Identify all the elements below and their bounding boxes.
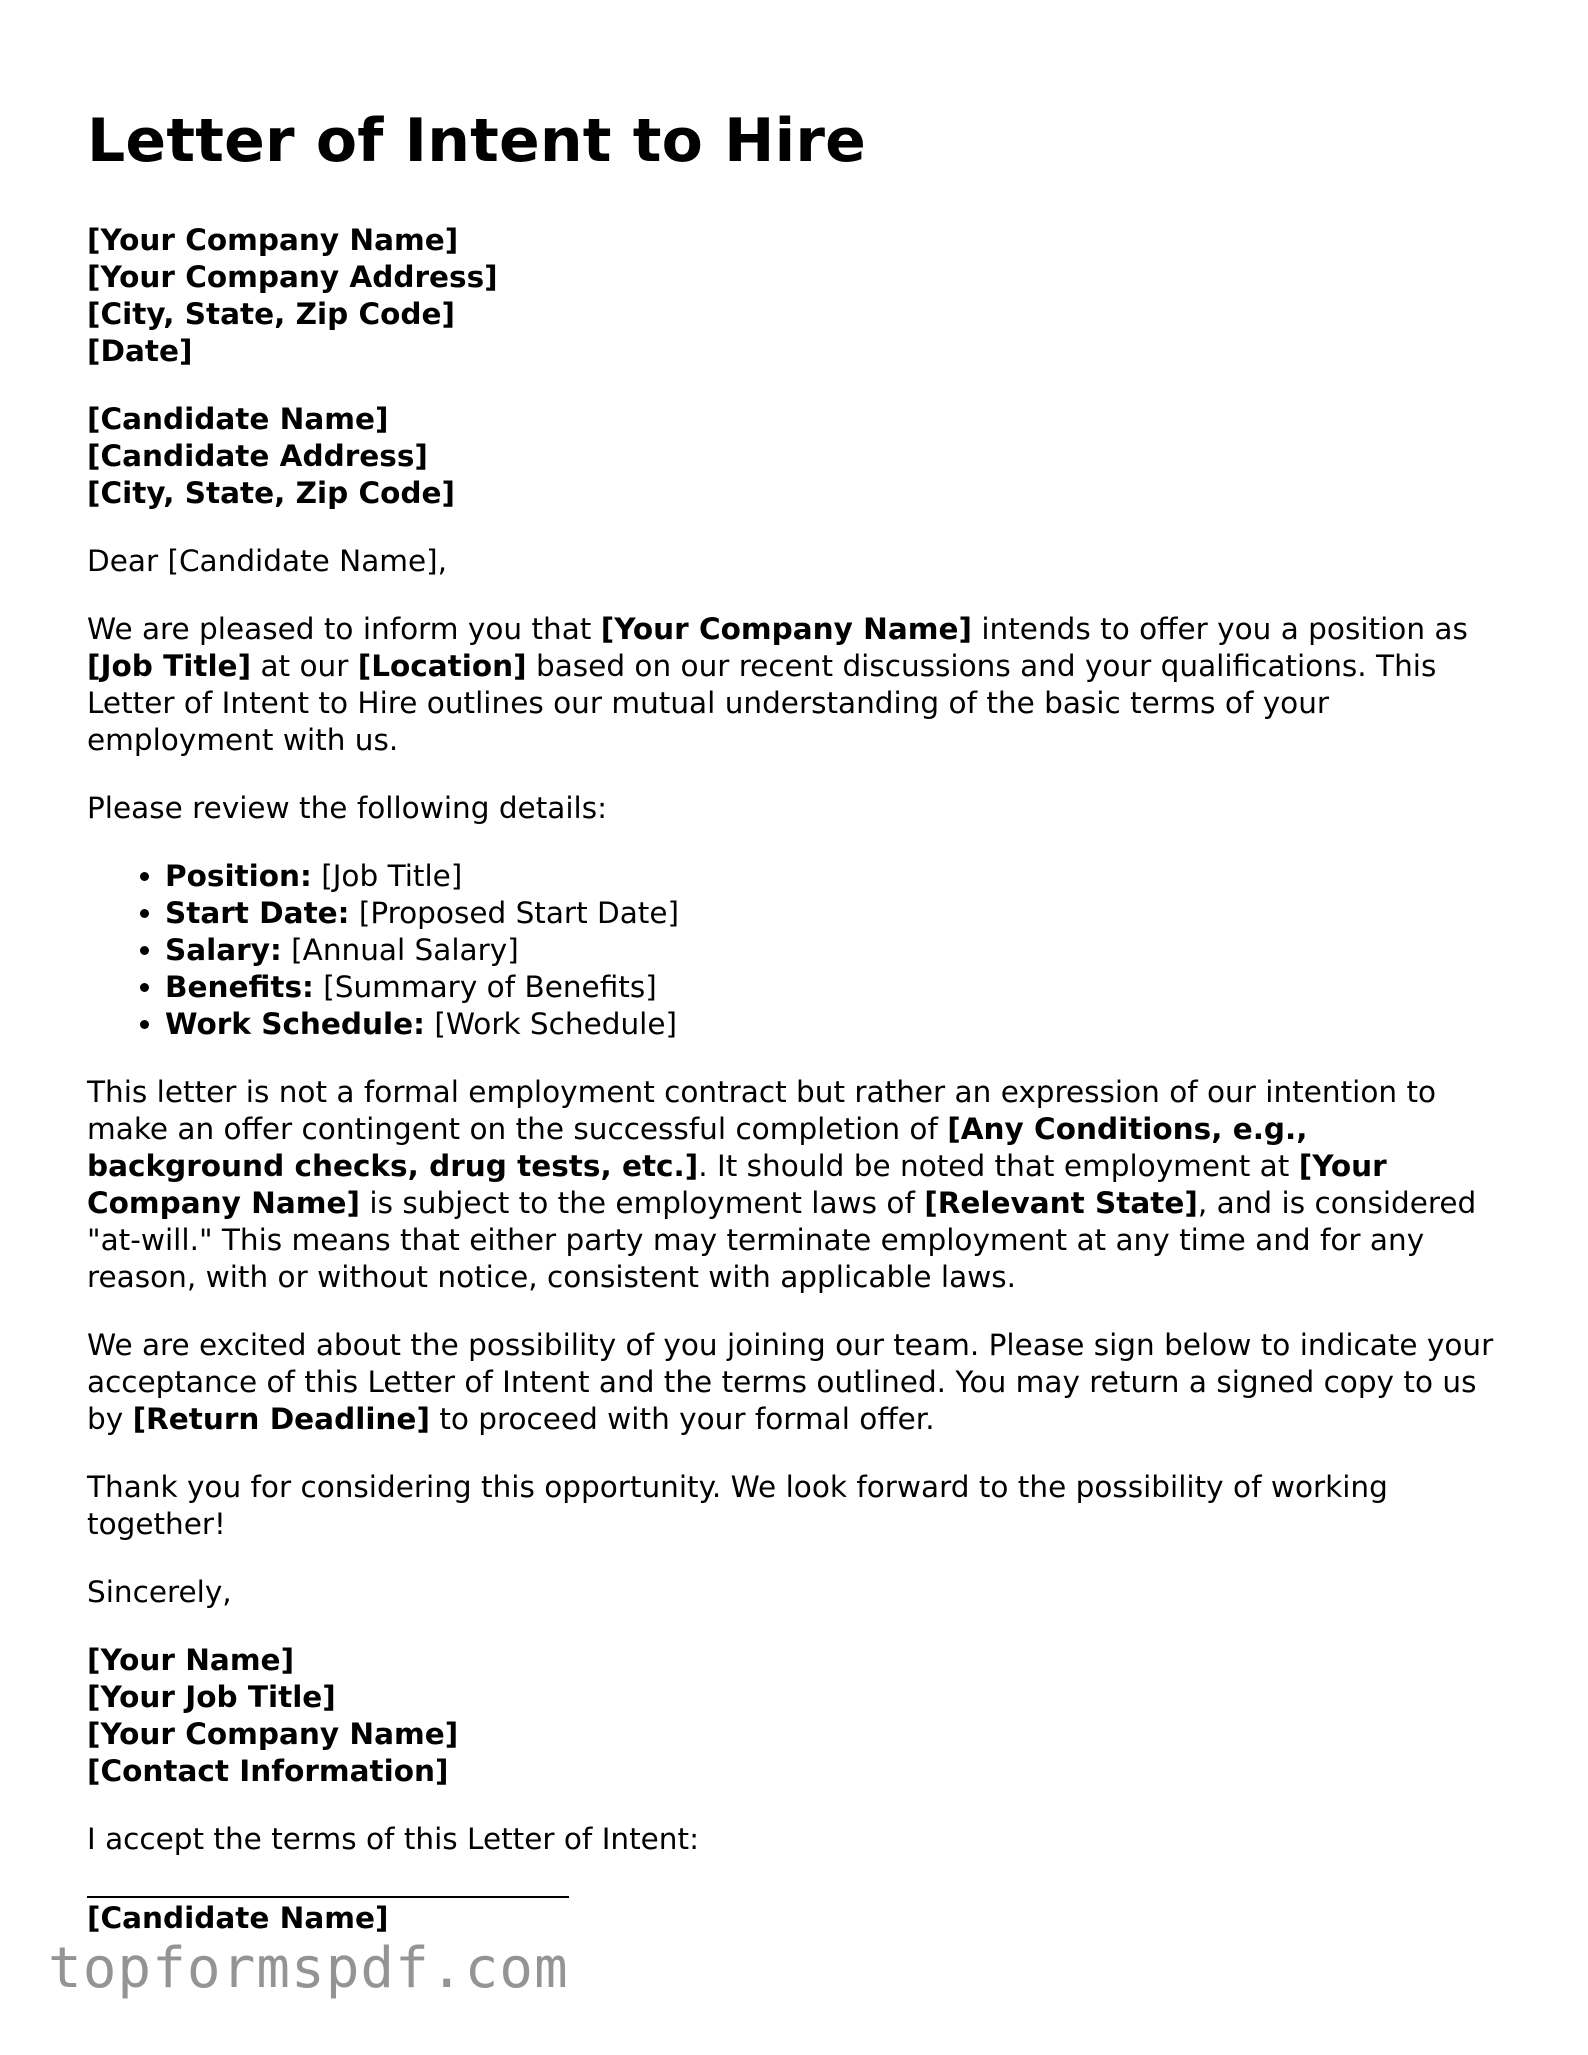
excited-text-1: We are excited about the possibility of you joining our team. Please sign below to indicate your acceptance of this Letter of Intent and the terms outlined. You may return a signed copy to us by [87, 1328, 1494, 1436]
salutation: Dear [Candidate Name], [87, 544, 448, 578]
closing: Sincerely, [87, 1575, 232, 1609]
recipient-city-state-zip: [City, State, Zip Code] [87, 476, 456, 510]
detail-label: Benefits: [165, 970, 314, 1004]
recipient-name: [Candidate Name] [87, 402, 389, 436]
list-item [165, 895, 1507, 932]
accept-text: I accept the terms of this Letter of Intent: [87, 1822, 700, 1856]
signature-line[interactable] [87, 1896, 569, 1898]
thanks-paragraph: Thank you for considering this opportunity. We look forward to the possibility of working together! [87, 1470, 1388, 1541]
watermark: topformspdf.com [48, 1936, 569, 2001]
signer-company-name: [Your Company Name] [87, 1717, 459, 1751]
page-title: Letter of Intent to Hire [87, 106, 867, 176]
letter-page [87, 108, 1507, 1937]
letter-date: [Date] [87, 334, 193, 368]
terms-state: [Relevant State] [924, 1186, 1198, 1220]
detail-value: [Annual Salary] [281, 933, 519, 967]
signer-contact: [Contact Information] [87, 1754, 449, 1788]
candidate-signature-name: [Candidate Name] [87, 1901, 389, 1935]
intro-text-2: intends to offer you a position as [971, 612, 1468, 646]
terms-conditions: [Any Conditions, e.g., background checks, drug tests, etc.] [87, 1112, 1308, 1183]
detail-label: Position: [165, 859, 312, 893]
sender-company-address: [Your Company Address] [87, 260, 498, 294]
intro-job-title: [Job Title] [87, 649, 252, 683]
detail-label: Salary: [165, 933, 282, 967]
signer-name: [Your Name] [87, 1643, 295, 1677]
recipient-block [87, 401, 1507, 512]
detail-value: [Work Schedule] [424, 1007, 678, 1041]
sender-company-name: [Your Company Name] [87, 223, 459, 257]
return-deadline: [Return Deadline] [132, 1402, 430, 1436]
list-item [165, 969, 1507, 1006]
terms-text-4: , and is considered "at-will." This means that either party may terminate employment at any time and for any reason, with or without notice, consistent with applicable laws. [87, 1186, 1477, 1294]
intro-text-4: based on our recent discussions and your qualifications. This Letter of Intent to Hire outlines our mutual understanding of the basic terms of your employment with us. [87, 649, 1437, 757]
terms-company-name: [Your Company Name] [87, 1149, 1387, 1220]
signer-job-title: [Your Job Title] [87, 1680, 336, 1714]
terms-text-3: is subject to the employment laws of [360, 1186, 925, 1220]
signature-block [87, 1642, 1507, 1790]
sender-block [87, 222, 1507, 370]
intro-text-1: We are pleased to inform you that [87, 612, 601, 646]
sender-city-state-zip: [City, State, Zip Code] [87, 297, 456, 331]
recipient-address: [Candidate Address] [87, 439, 428, 473]
intro-location: [Location] [357, 649, 527, 683]
detail-value: [Proposed Start Date] [349, 896, 680, 930]
list-item [165, 858, 1507, 895]
terms-text-1: This letter is not a formal employment contract but rather an expression of our intention to make an offer contingent on the successful completion of [87, 1075, 1437, 1146]
detail-label: Start Date: [165, 896, 350, 930]
review-text: Please review the following details: [87, 791, 608, 825]
detail-label: Work Schedule: [165, 1007, 425, 1041]
list-item [165, 932, 1507, 969]
intro-text-3: at our [251, 649, 358, 683]
list-item [165, 1006, 1507, 1043]
intro-company-name: [Your Company Name] [600, 612, 972, 646]
intro-paragraph [87, 611, 1507, 759]
terms-paragraph [87, 1074, 1507, 1296]
detail-value: [Summary of Benefits] [313, 970, 657, 1004]
details-list [87, 858, 1507, 1043]
excited-text-2: to proceed with your formal offer. [429, 1402, 935, 1436]
detail-value: [Job Title] [311, 859, 463, 893]
terms-text-2: . It should be noted that employment at [698, 1149, 1299, 1183]
excited-paragraph [87, 1327, 1507, 1438]
